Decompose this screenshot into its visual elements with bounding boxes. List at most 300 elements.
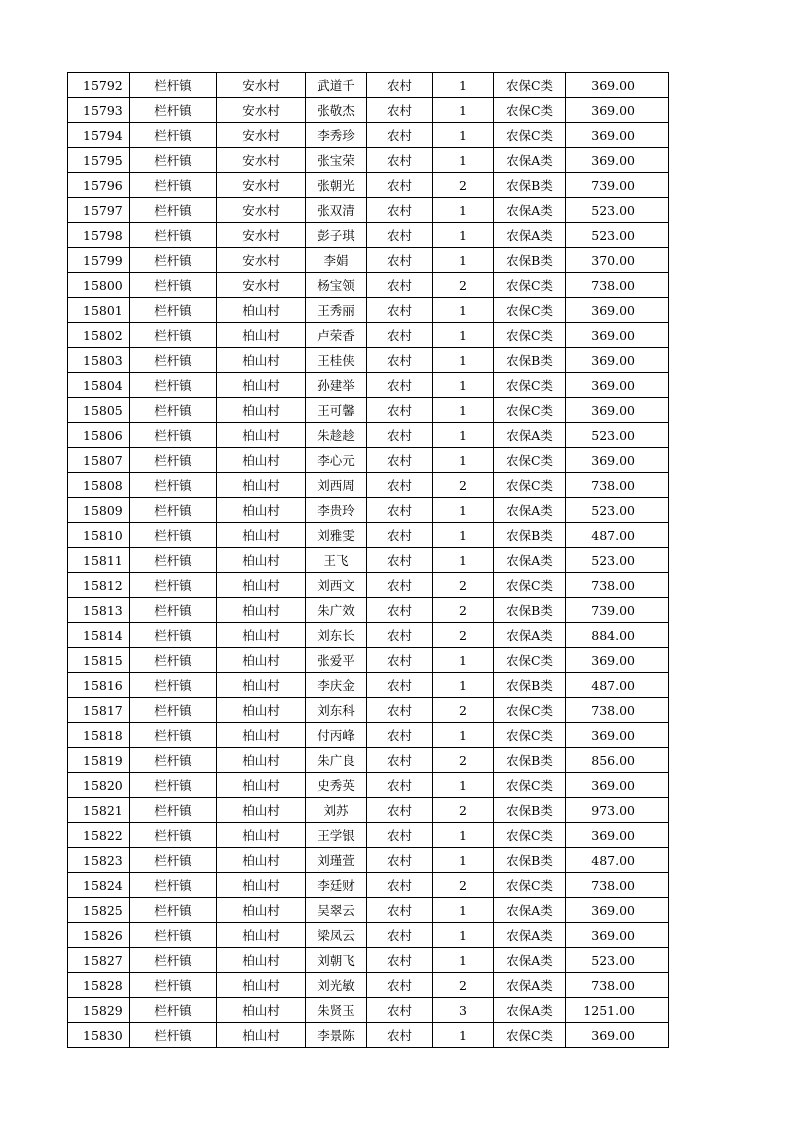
cell-insurance-category: 农保A类 — [494, 498, 566, 523]
table-row — [68, 223, 669, 248]
table-row — [68, 823, 669, 848]
cell-household-type: 农村 — [367, 173, 433, 198]
cell-village: 安水村 — [217, 98, 306, 123]
cell-village: 柏山村 — [217, 998, 306, 1023]
cell-insurance-category: 农保C类 — [494, 448, 566, 473]
cell-person-count: 1 — [433, 648, 494, 673]
cell-village: 柏山村 — [217, 1023, 306, 1048]
cell-town: 栏杆镇 — [130, 1023, 217, 1048]
cell-record-id: 15818 — [68, 723, 130, 748]
cell-insurance-category: 农保B类 — [494, 848, 566, 873]
cell-record-id: 15795 — [68, 148, 130, 173]
table-row — [68, 598, 669, 623]
cell-household-type: 农村 — [367, 948, 433, 973]
table-row — [68, 398, 669, 423]
cell-household-type: 农村 — [367, 673, 433, 698]
cell-amount: 523.00 — [566, 548, 669, 573]
table-row — [68, 773, 669, 798]
cell-town: 栏杆镇 — [130, 473, 217, 498]
table-row — [68, 873, 669, 898]
cell-amount: 738.00 — [566, 973, 669, 998]
cell-household-type: 农村 — [367, 748, 433, 773]
cell-record-id: 15821 — [68, 798, 130, 823]
cell-name: 李庆金 — [306, 673, 367, 698]
cell-town: 栏杆镇 — [130, 873, 217, 898]
cell-insurance-category: 农保C类 — [494, 823, 566, 848]
cell-record-id: 15796 — [68, 173, 130, 198]
cell-insurance-category: 农保A类 — [494, 898, 566, 923]
cell-household-type: 农村 — [367, 698, 433, 723]
cell-record-id: 15819 — [68, 748, 130, 773]
cell-household-type: 农村 — [367, 448, 433, 473]
cell-record-id: 15814 — [68, 623, 130, 648]
cell-town: 栏杆镇 — [130, 173, 217, 198]
table-row — [68, 123, 669, 148]
cell-household-type: 农村 — [367, 198, 433, 223]
cell-village: 柏山村 — [217, 323, 306, 348]
cell-insurance-category: 农保B类 — [494, 523, 566, 548]
table-row — [68, 373, 669, 398]
cell-insurance-category: 农保B类 — [494, 248, 566, 273]
cell-town: 栏杆镇 — [130, 798, 217, 823]
cell-household-type: 农村 — [367, 1023, 433, 1048]
cell-town: 栏杆镇 — [130, 223, 217, 248]
cell-record-id: 15823 — [68, 848, 130, 873]
data-table — [67, 72, 669, 1048]
cell-town: 栏杆镇 — [130, 323, 217, 348]
cell-person-count: 1 — [433, 423, 494, 448]
cell-village: 柏山村 — [217, 573, 306, 598]
cell-town: 栏杆镇 — [130, 398, 217, 423]
cell-record-id: 15793 — [68, 98, 130, 123]
cell-village: 柏山村 — [217, 473, 306, 498]
cell-person-count: 1 — [433, 823, 494, 848]
cell-amount: 738.00 — [566, 573, 669, 598]
cell-town: 栏杆镇 — [130, 848, 217, 873]
cell-person-count: 1 — [433, 148, 494, 173]
table-row — [68, 348, 669, 373]
cell-person-count: 2 — [433, 573, 494, 598]
cell-amount: 523.00 — [566, 423, 669, 448]
cell-name: 王可馨 — [306, 398, 367, 423]
cell-town: 栏杆镇 — [130, 623, 217, 648]
cell-town: 栏杆镇 — [130, 698, 217, 723]
cell-amount: 487.00 — [566, 673, 669, 698]
cell-name: 王桂侠 — [306, 348, 367, 373]
cell-amount: 487.00 — [566, 523, 669, 548]
cell-village: 柏山村 — [217, 848, 306, 873]
cell-name: 张敬杰 — [306, 98, 367, 123]
cell-record-id: 15827 — [68, 948, 130, 973]
cell-household-type: 农村 — [367, 273, 433, 298]
cell-village: 安水村 — [217, 248, 306, 273]
cell-record-id: 15799 — [68, 248, 130, 273]
cell-person-count: 2 — [433, 748, 494, 773]
cell-record-id: 15800 — [68, 273, 130, 298]
cell-person-count: 2 — [433, 698, 494, 723]
cell-person-count: 2 — [433, 173, 494, 198]
cell-town: 栏杆镇 — [130, 823, 217, 848]
cell-household-type: 农村 — [367, 573, 433, 598]
cell-town: 栏杆镇 — [130, 198, 217, 223]
cell-household-type: 农村 — [367, 398, 433, 423]
cell-town: 栏杆镇 — [130, 498, 217, 523]
cell-name: 张爱平 — [306, 648, 367, 673]
cell-person-count: 1 — [433, 523, 494, 548]
cell-amount: 369.00 — [566, 648, 669, 673]
cell-person-count: 1 — [433, 348, 494, 373]
cell-insurance-category: 农保A类 — [494, 148, 566, 173]
cell-village: 柏山村 — [217, 298, 306, 323]
cell-record-id: 15820 — [68, 773, 130, 798]
cell-person-count: 1 — [433, 948, 494, 973]
cell-person-count: 1 — [433, 298, 494, 323]
cell-person-count: 1 — [433, 248, 494, 273]
cell-amount: 1251.00 — [566, 998, 669, 1023]
cell-village: 安水村 — [217, 223, 306, 248]
cell-record-id: 15810 — [68, 523, 130, 548]
cell-amount: 523.00 — [566, 498, 669, 523]
cell-village: 柏山村 — [217, 423, 306, 448]
cell-record-id: 15809 — [68, 498, 130, 523]
cell-person-count: 2 — [433, 973, 494, 998]
cell-record-id: 15816 — [68, 673, 130, 698]
cell-household-type: 农村 — [367, 373, 433, 398]
cell-town: 栏杆镇 — [130, 773, 217, 798]
cell-amount: 369.00 — [566, 723, 669, 748]
cell-town: 栏杆镇 — [130, 723, 217, 748]
cell-amount: 370.00 — [566, 248, 669, 273]
cell-record-id: 15792 — [68, 73, 130, 98]
cell-village: 柏山村 — [217, 648, 306, 673]
cell-village: 柏山村 — [217, 698, 306, 723]
cell-amount: 369.00 — [566, 448, 669, 473]
cell-village: 柏山村 — [217, 673, 306, 698]
cell-household-type: 农村 — [367, 248, 433, 273]
cell-record-id: 15822 — [68, 823, 130, 848]
cell-insurance-category: 农保A类 — [494, 423, 566, 448]
cell-town: 栏杆镇 — [130, 273, 217, 298]
cell-household-type: 农村 — [367, 873, 433, 898]
cell-village: 柏山村 — [217, 898, 306, 923]
cell-town: 栏杆镇 — [130, 973, 217, 998]
cell-amount: 369.00 — [566, 323, 669, 348]
cell-insurance-category: 农保B类 — [494, 798, 566, 823]
cell-record-id: 15802 — [68, 323, 130, 348]
cell-village: 安水村 — [217, 273, 306, 298]
cell-amount: 369.00 — [566, 298, 669, 323]
cell-person-count: 2 — [433, 873, 494, 898]
cell-person-count: 1 — [433, 198, 494, 223]
cell-amount: 738.00 — [566, 698, 669, 723]
cell-insurance-category: 农保A类 — [494, 948, 566, 973]
cell-insurance-category: 农保C类 — [494, 73, 566, 98]
cell-village: 安水村 — [217, 73, 306, 98]
cell-record-id: 15801 — [68, 298, 130, 323]
cell-person-count: 1 — [433, 723, 494, 748]
cell-name: 朱贤玉 — [306, 998, 367, 1023]
cell-record-id: 15825 — [68, 898, 130, 923]
cell-village: 柏山村 — [217, 548, 306, 573]
cell-town: 栏杆镇 — [130, 898, 217, 923]
cell-insurance-category: 农保C类 — [494, 273, 566, 298]
cell-person-count: 1 — [433, 223, 494, 248]
cell-household-type: 农村 — [367, 298, 433, 323]
table-row — [68, 323, 669, 348]
cell-person-count: 2 — [433, 798, 494, 823]
cell-household-type: 农村 — [367, 648, 433, 673]
cell-name: 刘西周 — [306, 473, 367, 498]
cell-town: 栏杆镇 — [130, 298, 217, 323]
cell-village: 柏山村 — [217, 373, 306, 398]
cell-record-id: 15815 — [68, 648, 130, 673]
table-row — [68, 673, 669, 698]
cell-amount: 739.00 — [566, 598, 669, 623]
cell-town: 栏杆镇 — [130, 998, 217, 1023]
cell-household-type: 农村 — [367, 73, 433, 98]
cell-household-type: 农村 — [367, 498, 433, 523]
cell-person-count: 1 — [433, 448, 494, 473]
table-row — [68, 73, 669, 98]
cell-amount: 369.00 — [566, 923, 669, 948]
cell-amount: 369.00 — [566, 1023, 669, 1048]
cell-town: 栏杆镇 — [130, 598, 217, 623]
table-row — [68, 1023, 669, 1048]
cell-record-id: 15812 — [68, 573, 130, 598]
cell-household-type: 农村 — [367, 898, 433, 923]
cell-name: 刘雅雯 — [306, 523, 367, 548]
cell-name: 朱趁趁 — [306, 423, 367, 448]
cell-amount: 369.00 — [566, 98, 669, 123]
cell-insurance-category: 农保A类 — [494, 198, 566, 223]
cell-name: 史秀英 — [306, 773, 367, 798]
cell-person-count: 1 — [433, 73, 494, 98]
cell-insurance-category: 农保C类 — [494, 698, 566, 723]
cell-name: 梁凤云 — [306, 923, 367, 948]
cell-insurance-category: 农保A类 — [494, 973, 566, 998]
table-row — [68, 798, 669, 823]
cell-person-count: 1 — [433, 673, 494, 698]
cell-name: 卢荣香 — [306, 323, 367, 348]
cell-town: 栏杆镇 — [130, 548, 217, 573]
cell-record-id: 15824 — [68, 873, 130, 898]
cell-village: 柏山村 — [217, 523, 306, 548]
cell-name: 杨宝领 — [306, 273, 367, 298]
cell-village: 柏山村 — [217, 948, 306, 973]
cell-village: 柏山村 — [217, 398, 306, 423]
cell-household-type: 农村 — [367, 998, 433, 1023]
cell-record-id: 15807 — [68, 448, 130, 473]
table-row — [68, 948, 669, 973]
table-row — [68, 998, 669, 1023]
cell-insurance-category: 农保C类 — [494, 98, 566, 123]
cell-amount: 739.00 — [566, 173, 669, 198]
cell-record-id: 15798 — [68, 223, 130, 248]
table-row — [68, 173, 669, 198]
cell-person-count: 1 — [433, 98, 494, 123]
cell-name: 刘瑾萱 — [306, 848, 367, 873]
cell-person-count: 2 — [433, 598, 494, 623]
cell-record-id: 15794 — [68, 123, 130, 148]
cell-person-count: 2 — [433, 623, 494, 648]
cell-village: 柏山村 — [217, 798, 306, 823]
cell-person-count: 1 — [433, 373, 494, 398]
cell-town: 栏杆镇 — [130, 148, 217, 173]
cell-amount: 738.00 — [566, 473, 669, 498]
cell-village: 柏山村 — [217, 623, 306, 648]
cell-household-type: 农村 — [367, 123, 433, 148]
cell-name: 王学银 — [306, 823, 367, 848]
cell-record-id: 15828 — [68, 973, 130, 998]
cell-insurance-category: 农保B类 — [494, 348, 566, 373]
cell-amount: 856.00 — [566, 748, 669, 773]
cell-insurance-category: 农保A类 — [494, 998, 566, 1023]
table-row — [68, 523, 669, 548]
cell-village: 柏山村 — [217, 348, 306, 373]
cell-household-type: 农村 — [367, 423, 433, 448]
cell-household-type: 农村 — [367, 598, 433, 623]
cell-town: 栏杆镇 — [130, 73, 217, 98]
cell-household-type: 农村 — [367, 348, 433, 373]
cell-person-count: 1 — [433, 498, 494, 523]
cell-record-id: 15826 — [68, 923, 130, 948]
cell-village: 柏山村 — [217, 973, 306, 998]
cell-amount: 369.00 — [566, 398, 669, 423]
cell-name: 刘苏 — [306, 798, 367, 823]
table-row — [68, 248, 669, 273]
cell-name: 彭子琪 — [306, 223, 367, 248]
cell-town: 栏杆镇 — [130, 573, 217, 598]
table-row — [68, 198, 669, 223]
cell-village: 柏山村 — [217, 748, 306, 773]
cell-record-id: 15808 — [68, 473, 130, 498]
cell-household-type: 农村 — [367, 723, 433, 748]
cell-village: 柏山村 — [217, 448, 306, 473]
cell-insurance-category: 农保C类 — [494, 123, 566, 148]
cell-household-type: 农村 — [367, 848, 433, 873]
cell-household-type: 农村 — [367, 548, 433, 573]
cell-amount: 487.00 — [566, 848, 669, 873]
cell-village: 柏山村 — [217, 598, 306, 623]
cell-name: 付丙峰 — [306, 723, 367, 748]
cell-insurance-category: 农保A类 — [494, 923, 566, 948]
cell-name: 张宝荣 — [306, 148, 367, 173]
cell-village: 柏山村 — [217, 498, 306, 523]
cell-insurance-category: 农保B类 — [494, 673, 566, 698]
cell-amount: 369.00 — [566, 373, 669, 398]
cell-amount: 369.00 — [566, 823, 669, 848]
table-row — [68, 98, 669, 123]
cell-name: 李廷财 — [306, 873, 367, 898]
cell-insurance-category: 农保C类 — [494, 398, 566, 423]
cell-person-count: 1 — [433, 848, 494, 873]
cell-person-count: 2 — [433, 473, 494, 498]
cell-person-count: 1 — [433, 323, 494, 348]
cell-amount: 369.00 — [566, 773, 669, 798]
cell-name: 李景陈 — [306, 1023, 367, 1048]
cell-record-id: 15803 — [68, 348, 130, 373]
cell-amount: 523.00 — [566, 198, 669, 223]
cell-village: 柏山村 — [217, 773, 306, 798]
cell-insurance-category: 农保C类 — [494, 573, 566, 598]
cell-insurance-category: 农保B类 — [494, 748, 566, 773]
cell-insurance-category: 农保C类 — [494, 298, 566, 323]
cell-insurance-category: 农保A类 — [494, 623, 566, 648]
cell-name: 孙建举 — [306, 373, 367, 398]
cell-name: 李秀珍 — [306, 123, 367, 148]
cell-name: 朱广效 — [306, 598, 367, 623]
cell-name: 李贵玲 — [306, 498, 367, 523]
cell-insurance-category: 农保C类 — [494, 323, 566, 348]
cell-town: 栏杆镇 — [130, 248, 217, 273]
cell-name: 刘朝飞 — [306, 948, 367, 973]
cell-record-id: 15811 — [68, 548, 130, 573]
cell-amount: 369.00 — [566, 348, 669, 373]
cell-amount: 523.00 — [566, 223, 669, 248]
cell-amount: 523.00 — [566, 948, 669, 973]
cell-name: 朱广良 — [306, 748, 367, 773]
cell-town: 栏杆镇 — [130, 648, 217, 673]
cell-household-type: 农村 — [367, 823, 433, 848]
cell-record-id: 15829 — [68, 998, 130, 1023]
cell-town: 栏杆镇 — [130, 673, 217, 698]
table-row — [68, 473, 669, 498]
table-row — [68, 273, 669, 298]
cell-name: 王秀丽 — [306, 298, 367, 323]
cell-town: 栏杆镇 — [130, 948, 217, 973]
table-row — [68, 698, 669, 723]
cell-insurance-category: 农保A类 — [494, 548, 566, 573]
cell-household-type: 农村 — [367, 798, 433, 823]
table-row — [68, 148, 669, 173]
cell-insurance-category: 农保C类 — [494, 1023, 566, 1048]
table-row — [68, 848, 669, 873]
cell-name: 吴翠云 — [306, 898, 367, 923]
cell-insurance-category: 农保B类 — [494, 173, 566, 198]
table-row — [68, 923, 669, 948]
cell-person-count: 3 — [433, 998, 494, 1023]
cell-name: 武道千 — [306, 73, 367, 98]
table-row — [68, 748, 669, 773]
cell-town: 栏杆镇 — [130, 423, 217, 448]
cell-village: 安水村 — [217, 148, 306, 173]
cell-insurance-category: 农保C类 — [494, 873, 566, 898]
cell-household-type: 农村 — [367, 523, 433, 548]
cell-town: 栏杆镇 — [130, 448, 217, 473]
cell-amount: 369.00 — [566, 73, 669, 98]
cell-amount: 738.00 — [566, 873, 669, 898]
cell-person-count: 1 — [433, 898, 494, 923]
cell-village: 安水村 — [217, 173, 306, 198]
cell-record-id: 15804 — [68, 373, 130, 398]
cell-person-count: 2 — [433, 273, 494, 298]
cell-insurance-category: 农保C类 — [494, 473, 566, 498]
cell-town: 栏杆镇 — [130, 348, 217, 373]
cell-person-count: 1 — [433, 548, 494, 573]
cell-name: 王飞 — [306, 548, 367, 573]
table-row — [68, 423, 669, 448]
cell-town: 栏杆镇 — [130, 523, 217, 548]
table-row — [68, 723, 669, 748]
cell-village: 柏山村 — [217, 823, 306, 848]
cell-name: 李心元 — [306, 448, 367, 473]
cell-name: 张双清 — [306, 198, 367, 223]
cell-village: 柏山村 — [217, 723, 306, 748]
cell-village: 柏山村 — [217, 873, 306, 898]
cell-town: 栏杆镇 — [130, 748, 217, 773]
cell-town: 栏杆镇 — [130, 123, 217, 148]
cell-insurance-category: 农保B类 — [494, 598, 566, 623]
